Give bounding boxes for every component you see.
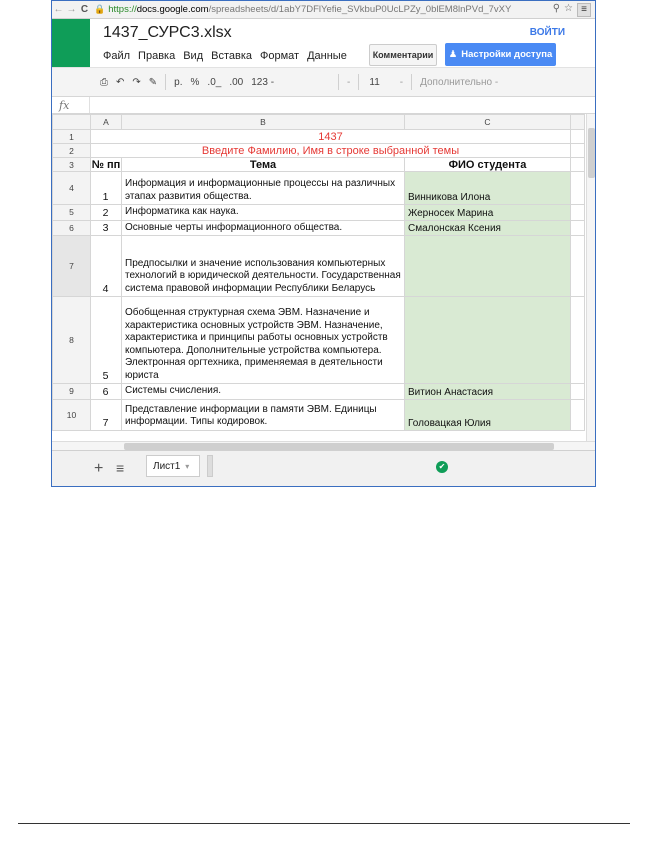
sheets-logo-icon[interactable]: [52, 19, 90, 67]
column-header-a[interactable]: A: [91, 115, 122, 130]
browser-menu-icon[interactable]: ≡: [577, 3, 591, 17]
share-button-label: Настройки доступа: [461, 49, 553, 60]
more-tools-dropdown[interactable]: Дополнительно -: [420, 76, 499, 88]
horizontal-scroll-thumb[interactable]: [124, 443, 554, 450]
row-header[interactable]: 2: [53, 144, 91, 158]
topic-cell[interactable]: Информация и информационные процессы на различных этапах развития общества.: [122, 172, 405, 205]
all-sheets-icon[interactable]: ≡: [116, 460, 125, 476]
sheet-tab-label: Лист1: [153, 460, 181, 472]
sheet-table: [52, 114, 585, 431]
table-row: [53, 220, 585, 236]
row-header[interactable]: 7: [53, 236, 91, 297]
format-toolbar: [52, 67, 595, 97]
decrease-decimal-button[interactable]: .0_: [207, 76, 222, 88]
menu-view[interactable]: Вид: [183, 50, 204, 62]
row-header[interactable]: 9: [53, 384, 91, 400]
menu-bar: [103, 50, 347, 62]
formula-bar[interactable]: [52, 97, 595, 114]
back-icon[interactable]: ←: [53, 4, 64, 15]
zoom-icon[interactable]: ⚲: [552, 2, 561, 14]
table-row: [53, 172, 585, 205]
num-cell[interactable]: 6: [91, 384, 122, 400]
sheet-tabs-bar: [52, 450, 595, 487]
topic-cell[interactable]: Представление информации в памяти ЭВМ. Единицы информации. Типы кодировок.: [122, 399, 405, 430]
sheet-tab[interactable]: [146, 455, 200, 477]
paint-format-icon[interactable]: ✎: [148, 76, 158, 88]
topic-cell[interactable]: Системы счисления.: [122, 384, 405, 400]
screenshot-frame: [51, 0, 596, 487]
num-cell[interactable]: 2: [91, 205, 122, 221]
header-num-cell[interactable]: № пп: [91, 158, 121, 171]
column-header-c[interactable]: C: [405, 115, 571, 130]
add-sheet-icon[interactable]: +: [94, 460, 104, 477]
row-header[interactable]: 4: [53, 172, 91, 205]
menu-format[interactable]: Формат: [260, 50, 300, 62]
row-header[interactable]: 5: [53, 205, 91, 221]
comments-button[interactable]: Комментарии: [369, 44, 437, 66]
table-row: [53, 384, 585, 400]
header-fio-cell[interactable]: ФИО студента: [405, 158, 571, 172]
horizontal-scrollbar[interactable]: [52, 441, 595, 450]
row-header[interactable]: 8: [53, 297, 91, 384]
undo-icon[interactable]: ↶: [116, 76, 125, 88]
topic-cell[interactable]: Основные черты информационного общества.: [122, 220, 405, 236]
num-cell[interactable]: 1: [91, 172, 122, 205]
increase-decimal-button[interactable]: .00: [229, 76, 244, 88]
number-format-dropdown[interactable]: 123 -: [251, 76, 275, 88]
select-all-corner[interactable]: [53, 115, 91, 130]
num-cell[interactable]: 4: [91, 236, 122, 297]
row-header[interactable]: 6: [53, 220, 91, 236]
fx-icon: fx: [52, 97, 90, 113]
percent-format-button[interactable]: %: [190, 76, 200, 88]
fio-cell[interactable]: Жерносек Марина: [405, 205, 571, 221]
menu-data[interactable]: Данные: [307, 50, 347, 62]
fio-cell[interactable]: Головацкая Юлия: [405, 399, 571, 430]
print-icon[interactable]: ⎙: [100, 76, 108, 88]
num-cell[interactable]: 5: [91, 297, 122, 384]
forward-icon[interactable]: →: [66, 4, 77, 15]
bookmark-star-icon[interactable]: ☆: [564, 2, 573, 14]
fio-cell[interactable]: [405, 236, 571, 297]
font-dropdown[interactable]: -: [347, 76, 351, 88]
reload-icon[interactable]: C: [80, 4, 89, 15]
signin-link[interactable]: ВОЙТИ: [529, 27, 565, 38]
row-header[interactable]: 10: [53, 399, 91, 430]
table-row: [53, 236, 585, 297]
row-header[interactable]: 1: [53, 130, 91, 144]
url-path: /spreadsheets/d/1abY7DFlYefie_SVkbuP0UcLPZy_0blEM8lnPVd_7vXY: [208, 4, 512, 15]
page-footer-rule: [18, 823, 630, 824]
spreadsheet-grid[interactable]: [52, 114, 595, 441]
title-cell[interactable]: 1437: [91, 130, 571, 144]
browser-toolbar: [52, 1, 595, 19]
saved-check-icon: ✔: [436, 461, 448, 473]
lock-icon: 🔒: [94, 4, 106, 14]
table-row: [53, 297, 585, 384]
tab-scroll-handle[interactable]: [207, 455, 213, 477]
share-person-icon: ♟: [448, 49, 458, 60]
vertical-scrollbar[interactable]: [586, 114, 595, 441]
row-header[interactable]: 3: [53, 158, 91, 172]
url-host: docs.google.com: [136, 4, 209, 15]
share-button[interactable]: [445, 43, 556, 66]
column-header-b[interactable]: B: [122, 115, 405, 130]
docs-header: [52, 19, 595, 67]
vertical-scroll-thumb[interactable]: [588, 128, 595, 178]
instruction-cell[interactable]: Введите Фамилию, Имя в строке выбранной темы: [91, 144, 571, 158]
table-row: [53, 399, 585, 430]
topic-cell[interactable]: Предпосылки и значение использования компьютерных технологий в юридической деятельности. Государственная система правовой информации Республики Беларусь: [122, 236, 405, 297]
sheet-tab-caret-icon[interactable]: ▾: [185, 461, 190, 471]
table-row: [53, 205, 585, 221]
redo-icon[interactable]: ↷: [132, 76, 141, 88]
header-topic-cell[interactable]: Тема: [122, 158, 405, 172]
fio-cell[interactable]: Витион Анастасия: [405, 384, 571, 400]
font-size-caret-icon[interactable]: -: [399, 76, 404, 88]
document-title[interactable]: 1437_СУРС3.xlsx: [103, 24, 232, 41]
topic-cell[interactable]: Информатика как наука.: [122, 205, 405, 221]
num-cell[interactable]: 7: [91, 399, 122, 430]
topic-cell[interactable]: Обобщенная структурная схема ЭВМ. Назначение и характеристика основных устройств ЭВМ. Назначение, характеристика и принципы работы основных устройств компьютера. Дополнительные устройства компьютера. Электронная оргтехника, применяемая в деятельности юриста: [122, 297, 405, 384]
menu-insert[interactable]: Вставка: [211, 50, 253, 62]
num-cell[interactable]: 3: [91, 220, 122, 236]
menu-file[interactable]: Файл: [103, 50, 131, 62]
currency-format-button[interactable]: р.: [174, 76, 183, 88]
font-size-dropdown[interactable]: 11: [369, 76, 380, 88]
url-scheme: https://: [108, 4, 137, 15]
fio-cell[interactable]: Винникова Илона: [405, 172, 571, 205]
fio-cell[interactable]: Смалонская Ксения: [405, 220, 571, 236]
fio-cell[interactable]: [405, 297, 571, 384]
address-bar[interactable]: [94, 3, 553, 17]
menu-edit[interactable]: Правка: [138, 50, 176, 62]
